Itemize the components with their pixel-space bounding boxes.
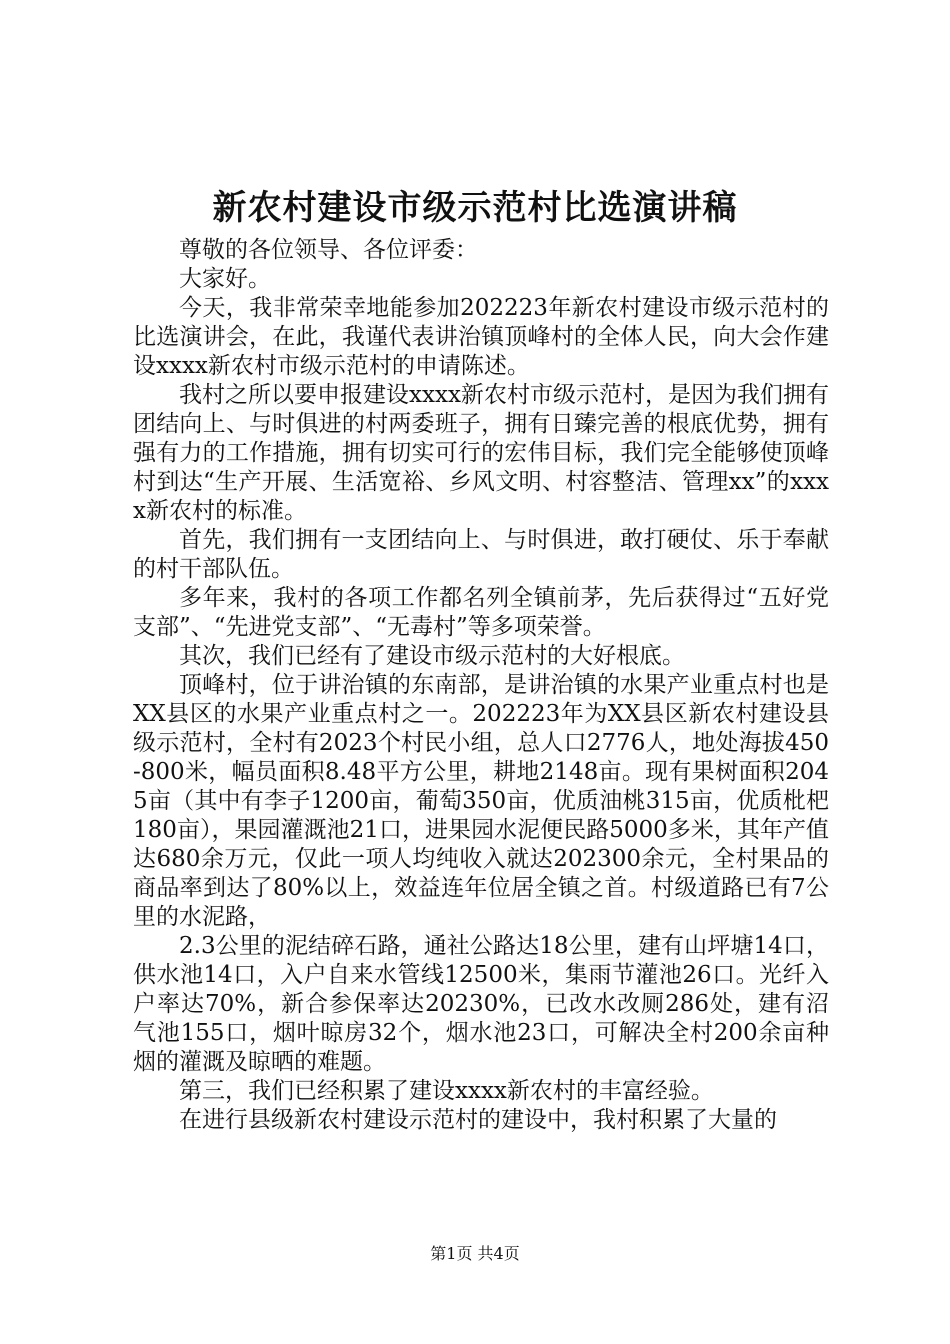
paragraph-third-point: 第三，我们已经积累了建设xxxx新农村的丰富经验。 (179, 1078, 714, 1104)
paragraph-honors: 多年来，我村的各项工作都名列全镇前茅，先后获得过“五好党支部”、“先进党支部”、“无毒村”等多项荣誉。 (133, 585, 829, 640)
paragraph-salutation: 尊敬的各位领导、各位评委： (179, 237, 478, 263)
paragraph-first-point: 首先，我们拥有一支团结向上、与时俱进，敢打硬仗、乐于奉献的村干部队伍。 (133, 527, 829, 582)
paragraph-experience: 在进行县级新农村建设示范村的建设中，我村积累了大量的 (179, 1107, 777, 1133)
paragraph-greeting: 大家好。 (179, 266, 271, 292)
paragraph-infrastructure: 2.3公里的泥结碎石路，通社公路达18公里，建有山坪塘14口，供水池14口，入户自来水管线12500米，集雨节灌池26口。光纤入户率达70%，新合参保率达20230%，已改水改厕286处，建有沼气池155口，烟叶晾房32个，烟水池23口，可解决全村200余亩种烟的灌溉及晾晒的难题。 (133, 933, 829, 1075)
paragraph-village-profile: 顶峰村，位于讲治镇的东南部，是讲治镇的水果产业重点村也是XX县区的水果产业重点村之一。202223年为XX县区新农村建设县级示范村，全村有2023个村民小组，总人口2776人，地处海拔450-800米，幅员面积8.48平方公里，耕地2148亩。现有果树面积2045亩（其中有李子1200亩，葡萄350亩，优质油桃315亩，优质枇杷180亩），果园灌溉池21口，进果园水泥便民路5000多米，其年产值达680余万元，仅此一项人均纯收入就达202300余元，全村果品的商品率到达了80%以上，效益连年位居全镇之首。村级道路已有7公里的水泥路， (133, 672, 829, 930)
document-body (133, 236, 829, 1135)
paragraph-second-point: 其次，我们已经有了建设市级示范村的大好根底。 (179, 643, 685, 669)
paragraph-intro: 今天，我非常荣幸地能参加202223年新农村建设市级示范村的比选演讲会，在此，我谨代表讲治镇顶峰村的全体人民，向大会作建设xxxx新农村市级示范村的申请陈述。 (133, 295, 829, 379)
paragraph-reason: 我村之所以要申报建设xxxx新农村市级示范村，是因为我们拥有团结向上、与时俱进的村两委班子，拥有日臻完善的根底优势，拥有强有力的工作措施，拥有切实可行的宏伟目标，我们完全能够使顶峰村到达“生产开展、生活宽裕、乡风文明、村容整洁、管理xx”的xxxx新农村的标准。 (133, 382, 829, 524)
document-title: 新农村建设市级示范村比选演讲稿 (212, 188, 738, 228)
page-number-footer: 第1页 共4页 (430, 1244, 520, 1263)
